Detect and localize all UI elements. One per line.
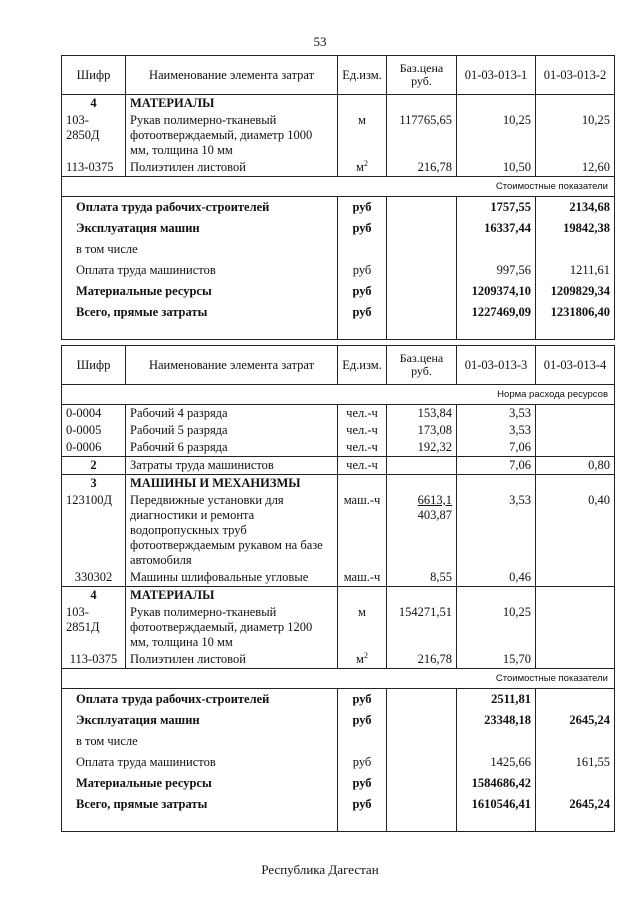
row-unit: $м^2$ (338, 159, 387, 177)
row-price: 216,78 (387, 159, 457, 177)
summary-unit: руб (338, 218, 387, 239)
header-code: Шифр (62, 56, 126, 95)
summary-row (62, 731, 615, 752)
row-value-a: 10,25 (457, 112, 536, 159)
row-unit: маш.-ч (338, 569, 387, 587)
summary-label: Материальные ресурсы (62, 773, 338, 794)
row-code: 103-2851Д (62, 604, 126, 651)
row-unit: м (338, 604, 387, 651)
row-price: 192,32 (387, 439, 457, 457)
header-name: Наименование элемента затрат (126, 346, 338, 385)
summary-value-b (536, 689, 615, 711)
row-name: Рабочий 6 разряда (126, 439, 338, 457)
summary-row (62, 197, 615, 219)
summary-row (62, 794, 615, 815)
row-value-b (536, 651, 615, 669)
summary-unit: руб (338, 302, 387, 323)
summary-value-a: 997,56 (457, 260, 536, 281)
summary-row (62, 302, 615, 323)
row-value-b (536, 439, 615, 457)
summary-row (62, 773, 615, 794)
table-row (62, 422, 615, 439)
row-price: 8,55 (387, 569, 457, 587)
header-col-b: 01-03-013-4 (536, 346, 615, 385)
table-row (62, 112, 615, 159)
row-value-b (536, 569, 615, 587)
row-unit: $м^2$ (338, 651, 387, 669)
summary-row (62, 260, 615, 281)
section-row (62, 95, 615, 113)
section-title: МАТЕРИАЛЫ (126, 95, 338, 113)
row-code: 0-0004 (62, 405, 126, 423)
header-col-b: 01-03-013-2 (536, 56, 615, 95)
summary-label: Материальные ресурсы (62, 281, 338, 302)
header-price: Баз.цена руб. (387, 56, 457, 95)
cost-indicators-note: Стоимостные показатели (62, 177, 615, 197)
row-code: 330302 (62, 569, 126, 587)
row-code: 113-0375 (62, 651, 126, 669)
summary-label: Оплата труда рабочих-строителей (62, 197, 338, 219)
summary-unit: руб (338, 752, 387, 773)
row-value-b: 12,60 (536, 159, 615, 177)
summary-unit: руб (338, 794, 387, 815)
row-value-b: 0,80 (536, 457, 615, 475)
summary-value-b: 2645,24 (536, 794, 615, 815)
row-price: 6613,1 403,87 (387, 492, 457, 569)
row-code: 2 (62, 457, 126, 475)
table-header-row (62, 346, 615, 385)
header-code: Шифр (62, 346, 126, 385)
row-value-a: 7,06 (457, 457, 536, 475)
section-number: 4 (62, 95, 126, 113)
summary-label: Всего, прямые затраты (62, 302, 338, 323)
summary-value-a: 1757,55 (457, 197, 536, 219)
summary-value-b (536, 773, 615, 794)
row-name: Передвижные установки для диагностики и ремонта водопропускных труб фотоотверждаемым рукавом на базе автомобиля (126, 492, 338, 569)
section-title: МАШИНЫ И МЕХАНИЗМЫ (126, 475, 338, 493)
row-price: 216,78 (387, 651, 457, 669)
row-value-a: 3,53 (457, 492, 536, 569)
table-row (62, 604, 615, 651)
table-row (62, 651, 615, 669)
summary-row (62, 281, 615, 302)
row-name: Полиэтилен листовой (126, 159, 338, 177)
summary-value-b: 19842,38 (536, 218, 615, 239)
row-unit: чел.-ч (338, 457, 387, 475)
summary-value-a: 1584686,42 (457, 773, 536, 794)
row-price: 154271,51 (387, 604, 457, 651)
row-value-b: 0,40 (536, 492, 615, 569)
summary-unit: руб (338, 260, 387, 281)
row-value-a: 3,53 (457, 422, 536, 439)
summary-unit: руб (338, 281, 387, 302)
row-name: Полиэтилен листовой (126, 651, 338, 669)
row-code: 0-0006 (62, 439, 126, 457)
summary-value-a: 1610546,41 (457, 794, 536, 815)
row-value-a: 15,70 (457, 651, 536, 669)
row-price: 117765,65 (387, 112, 457, 159)
row-name: Рукав полимерно-тканевый фотоотверждаемый, диаметр 1200 мм, толщина 10 мм (126, 604, 338, 651)
row-name: Рабочий 4 разряда (126, 405, 338, 423)
summary-value-a: 2511,81 (457, 689, 536, 711)
row-unit: м (338, 112, 387, 159)
summary-label: в том числе (62, 239, 338, 260)
row-code: 123100Д (62, 492, 126, 569)
summary-value-b: 2645,24 (536, 710, 615, 731)
summary-label: Оплата труда машинистов (62, 752, 338, 773)
summary-row (62, 710, 615, 731)
summary-label: в том числе (62, 731, 338, 752)
row-value-a: 0,46 (457, 569, 536, 587)
table-row (62, 159, 615, 177)
table-row (62, 492, 615, 569)
summary-label: Эксплуатация машин (62, 710, 338, 731)
row-value-b (536, 422, 615, 439)
section-number: 4 (62, 587, 126, 605)
summary-value-b: 2134,68 (536, 197, 615, 219)
row-unit: чел.-ч (338, 422, 387, 439)
row-price: 153,84 (387, 405, 457, 423)
summary-value-a: 23348,18 (457, 710, 536, 731)
summary-value-a: 16337,44 (457, 218, 536, 239)
summary-row (62, 689, 615, 711)
page-footer: Республика Дагестан (261, 862, 379, 877)
summary-value-b: 1209829,34 (536, 281, 615, 302)
row-price: 173,08 (387, 422, 457, 439)
summary-row (62, 752, 615, 773)
section-row (62, 587, 615, 605)
row-value-b (536, 405, 615, 423)
row-name: Рукав полимерно-тканевый фотоотверждаемый, диаметр 1000 мм, толщина 10 мм (126, 112, 338, 159)
row-unit: чел.-ч (338, 439, 387, 457)
row-code: 103-2850Д (62, 112, 126, 159)
summary-label: Оплата труда машинистов (62, 260, 338, 281)
summary-row (62, 218, 615, 239)
estimate-table-1 (61, 55, 615, 340)
row-name: Затраты труда машинистов (126, 457, 338, 475)
summary-unit: руб (338, 689, 387, 711)
summary-row (62, 239, 615, 260)
row-value-a: 7,06 (457, 439, 536, 457)
row-value-a: 10,50 (457, 159, 536, 177)
row-name: Рабочий 5 разряда (126, 422, 338, 439)
summary-value-a: 1425,66 (457, 752, 536, 773)
summary-unit: руб (338, 710, 387, 731)
row-code: 113-0375 (62, 159, 126, 177)
header-name: Наименование элемента затрат (126, 56, 338, 95)
table-header-row (62, 56, 615, 95)
summary-label: Всего, прямые затраты (62, 794, 338, 815)
row-unit: чел.-ч (338, 405, 387, 423)
row-value-a: 3,53 (457, 405, 536, 423)
estimate-table-2 (61, 345, 615, 832)
summary-unit: руб (338, 197, 387, 219)
cost-indicators-note: Стоимостные показатели (62, 669, 615, 689)
table-row (62, 405, 615, 423)
summary-value-a: 1209374,10 (457, 281, 536, 302)
resource-norm-note: Норма расхода ресурсов (62, 385, 615, 405)
row-name: Машины шлифовальные угловые (126, 569, 338, 587)
summary-label: Оплата труда рабочих-строителей (62, 689, 338, 711)
header-col-a: 01-03-013-1 (457, 56, 536, 95)
header-price: Баз.цена руб. (387, 346, 457, 385)
summary-unit: руб (338, 773, 387, 794)
summary-value-b: 1211,61 (536, 260, 615, 281)
header-col-a: 01-03-013-3 (457, 346, 536, 385)
section-title: МАТЕРИАЛЫ (126, 587, 338, 605)
row-value-a: 10,25 (457, 604, 536, 651)
section-number: 3 (62, 475, 126, 493)
summary-label: Эксплуатация машин (62, 218, 338, 239)
summary-value-b: 1231806,40 (536, 302, 615, 323)
header-unit: Ед.изм. (338, 56, 387, 95)
row-code: 0-0005 (62, 422, 126, 439)
table-row (62, 439, 615, 457)
table-row (62, 457, 615, 475)
header-unit: Ед.изм. (338, 346, 387, 385)
row-unit: маш.-ч (338, 492, 387, 569)
page-number: 53 (313, 34, 327, 49)
summary-value-a: 1227469,09 (457, 302, 536, 323)
section-row (62, 475, 615, 493)
summary-value-b: 161,55 (536, 752, 615, 773)
table-row (62, 569, 615, 587)
row-value-b (536, 604, 615, 651)
row-value-b: 10,25 (536, 112, 615, 159)
